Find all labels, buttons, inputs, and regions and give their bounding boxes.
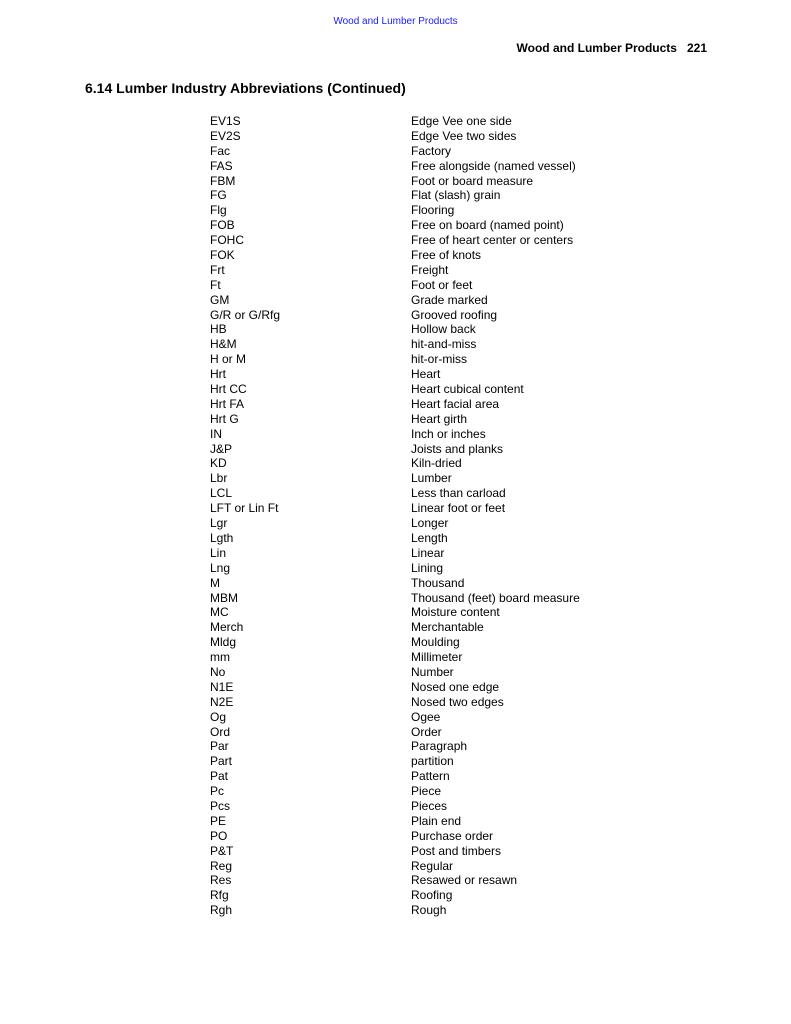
abbreviation-definition: Moisture content bbox=[411, 605, 500, 620]
abbreviation-definition: Rough bbox=[411, 903, 447, 918]
abbreviation-row bbox=[210, 367, 630, 382]
abbreviation-term: Frt bbox=[210, 262, 225, 277]
abbreviation-row bbox=[210, 546, 630, 561]
abbreviation-definition: Lining bbox=[411, 560, 444, 575]
abbreviation-definition: Nosed one edge bbox=[411, 679, 500, 694]
abbreviation-definition: Less than carload bbox=[411, 486, 506, 501]
abbreviation-term: Merch bbox=[210, 620, 244, 635]
abbreviation-table bbox=[210, 114, 630, 918]
abbreviation-definition: Foot or board measure bbox=[411, 173, 534, 188]
abbreviation-row bbox=[210, 501, 630, 516]
abbreviation-row bbox=[210, 873, 630, 888]
abbreviation-term: MBM bbox=[210, 590, 238, 605]
abbreviation-term: No bbox=[210, 664, 226, 679]
abbreviation-term: Res bbox=[210, 873, 232, 888]
abbreviation-term: FG bbox=[210, 188, 227, 203]
abbreviation-row bbox=[210, 278, 630, 293]
abbreviation-term: FOK bbox=[210, 248, 235, 263]
section-title: 6.14 Lumber Industry Abbreviations (Continued) bbox=[85, 80, 406, 96]
abbreviation-definition: Grooved roofing bbox=[411, 307, 498, 322]
abbreviation-term: KD bbox=[210, 456, 227, 471]
abbreviation-definition: Edge Vee one side bbox=[411, 114, 512, 128]
abbreviation-term: Mldg bbox=[210, 635, 237, 650]
abbreviation-term: Reg bbox=[210, 858, 233, 873]
abbreviation-definition: Flooring bbox=[411, 203, 455, 218]
abbreviation-row bbox=[210, 710, 630, 725]
abbreviation-row bbox=[210, 516, 630, 531]
abbreviation-term: Par bbox=[210, 739, 229, 754]
abbreviation-row bbox=[210, 352, 630, 367]
abbreviation-row bbox=[210, 174, 630, 189]
abbreviation-row bbox=[210, 442, 630, 457]
abbreviation-definition: Pieces bbox=[411, 798, 448, 813]
abbreviation-definition: Joists and planks bbox=[411, 441, 504, 456]
abbreviation-definition: Grade marked bbox=[411, 292, 488, 307]
abbreviation-term: HB bbox=[210, 322, 227, 337]
abbreviation-row bbox=[210, 888, 630, 903]
abbreviation-definition: Hollow back bbox=[411, 322, 476, 337]
abbreviation-row bbox=[210, 739, 630, 754]
running-header bbox=[517, 41, 707, 55]
abbreviation-row bbox=[210, 844, 630, 859]
abbreviation-definition: Free alongside (named vessel) bbox=[411, 158, 576, 173]
abbreviation-term: Pcs bbox=[210, 798, 231, 813]
abbreviation-row bbox=[210, 903, 630, 918]
abbreviation-row bbox=[210, 203, 630, 218]
abbreviation-term: Og bbox=[210, 709, 227, 724]
abbreviation-term: Lin bbox=[210, 545, 227, 560]
abbreviation-definition: hit-and-miss bbox=[411, 337, 477, 352]
abbreviation-definition: Pattern bbox=[411, 769, 450, 784]
abbreviation-term: Rgh bbox=[210, 903, 233, 918]
abbreviation-row bbox=[210, 427, 630, 442]
abbreviation-row bbox=[210, 129, 630, 144]
abbreviation-term: J&P bbox=[210, 441, 233, 456]
abbreviation-term: Ord bbox=[210, 724, 231, 739]
abbreviation-row bbox=[210, 486, 630, 501]
abbreviation-definition: Thousand (feet) board measure bbox=[411, 590, 580, 605]
abbreviation-term: PE bbox=[210, 813, 227, 828]
abbreviation-definition: Merchantable bbox=[411, 620, 484, 635]
abbreviation-definition: Lumber bbox=[411, 471, 452, 486]
abbreviation-row bbox=[210, 561, 630, 576]
abbreviation-row bbox=[210, 412, 630, 427]
abbreviation-definition: Length bbox=[411, 530, 448, 545]
abbreviation-term: N2E bbox=[210, 694, 234, 709]
abbreviation-term: Hrt bbox=[210, 367, 226, 382]
abbreviation-term: Part bbox=[210, 754, 233, 769]
abbreviation-term: M bbox=[210, 575, 220, 590]
abbreviation-row bbox=[210, 620, 630, 635]
abbreviation-row bbox=[210, 397, 630, 412]
abbreviation-definition: Resawed or resawn bbox=[411, 873, 518, 888]
abbreviation-term: Lng bbox=[210, 560, 231, 575]
abbreviation-term: FOHC bbox=[210, 233, 244, 248]
abbreviation-definition: Millimeter bbox=[411, 650, 463, 665]
abbreviation-definition: Flat (slash) grain bbox=[411, 188, 501, 203]
abbreviation-term: Pc bbox=[210, 784, 225, 799]
top-link[interactable]: Wood and Lumber Products bbox=[333, 16, 458, 27]
abbreviation-definition: Linear foot or feet bbox=[411, 501, 506, 516]
abbreviation-definition: Paragraph bbox=[411, 739, 468, 754]
abbreviation-definition: Heart cubical content bbox=[411, 382, 524, 397]
abbreviation-row bbox=[210, 799, 630, 814]
abbreviation-row bbox=[210, 159, 630, 174]
abbreviation-definition: Nosed two edges bbox=[411, 694, 504, 709]
abbreviation-row bbox=[210, 144, 630, 159]
abbreviation-term: Hrt FA bbox=[210, 396, 245, 411]
abbreviation-term: Pat bbox=[210, 769, 229, 784]
abbreviation-row bbox=[210, 859, 630, 874]
abbreviation-row bbox=[210, 114, 630, 129]
abbreviation-definition: Longer bbox=[411, 516, 449, 531]
abbreviation-definition: Heart bbox=[411, 367, 441, 382]
abbreviation-definition: Thousand bbox=[411, 575, 465, 590]
abbreviation-definition: Edge Vee two sides bbox=[411, 128, 517, 143]
abbreviation-definition: Free on board (named point) bbox=[411, 218, 564, 233]
abbreviation-term: N1E bbox=[210, 679, 234, 694]
abbreviation-term: Hrt CC bbox=[210, 382, 247, 397]
abbreviation-row bbox=[210, 784, 630, 799]
abbreviation-row bbox=[210, 263, 630, 278]
abbreviation-term: Hrt G bbox=[210, 411, 239, 426]
abbreviation-definition: Plain end bbox=[411, 813, 462, 828]
abbreviation-term: Lgr bbox=[210, 516, 228, 531]
abbreviation-row bbox=[210, 322, 630, 337]
abbreviation-definition: Number bbox=[411, 664, 454, 679]
abbreviation-term: FOB bbox=[210, 218, 235, 233]
abbreviation-row bbox=[210, 725, 630, 740]
abbreviation-row bbox=[210, 248, 630, 263]
abbreviation-term: EV1S bbox=[210, 114, 241, 128]
abbreviation-row bbox=[210, 814, 630, 829]
abbreviation-definition: Heart girth bbox=[411, 411, 468, 426]
page-number: 221 bbox=[686, 41, 707, 55]
abbreviation-term: GM bbox=[210, 292, 230, 307]
abbreviation-row bbox=[210, 591, 630, 606]
abbreviation-definition: Linear bbox=[411, 545, 445, 560]
abbreviation-definition: Moulding bbox=[411, 635, 460, 650]
abbreviation-row bbox=[210, 233, 630, 248]
abbreviation-row bbox=[210, 754, 630, 769]
abbreviation-term: P&T bbox=[210, 843, 234, 858]
abbreviation-term: Lbr bbox=[210, 471, 228, 486]
abbreviation-definition: Factory bbox=[411, 143, 452, 158]
abbreviation-term: Fac bbox=[210, 143, 231, 158]
abbreviation-row bbox=[210, 337, 630, 352]
abbreviation-term: PO bbox=[210, 828, 228, 843]
abbreviation-definition: Purchase order bbox=[411, 828, 494, 843]
abbreviation-definition: partition bbox=[411, 754, 454, 769]
abbreviation-definition: Post and timbers bbox=[411, 843, 502, 858]
abbreviation-definition: Inch or inches bbox=[411, 426, 486, 441]
abbreviation-definition: Heart facial area bbox=[411, 396, 500, 411]
abbreviation-term: H&M bbox=[210, 337, 237, 352]
abbreviation-row bbox=[210, 680, 630, 695]
abbreviation-term: LFT or Lin Ft bbox=[210, 501, 279, 516]
abbreviation-term: G/R or G/Rfg bbox=[210, 307, 281, 322]
abbreviation-term: FBM bbox=[210, 173, 236, 188]
abbreviation-term: Ft bbox=[210, 277, 221, 292]
abbreviation-definition: Roofing bbox=[411, 888, 453, 903]
abbreviation-row bbox=[210, 456, 630, 471]
abbreviation-term: H or M bbox=[210, 352, 246, 367]
abbreviation-row bbox=[210, 635, 630, 650]
abbreviation-definition: Free of knots bbox=[411, 248, 482, 263]
abbreviation-row bbox=[210, 665, 630, 680]
abbreviation-definition: Regular bbox=[411, 858, 454, 873]
abbreviation-row bbox=[210, 218, 630, 233]
abbreviation-row bbox=[210, 531, 630, 546]
abbreviation-definition: hit-or-miss bbox=[411, 352, 467, 367]
abbreviation-row bbox=[210, 650, 630, 665]
abbreviation-term: Flg bbox=[210, 203, 227, 218]
abbreviation-definition: Kiln-dried bbox=[411, 456, 462, 471]
abbreviation-definition: Freight bbox=[411, 262, 449, 277]
abbreviation-term: mm bbox=[210, 650, 230, 665]
abbreviation-row bbox=[210, 293, 630, 308]
abbreviation-row bbox=[210, 695, 630, 710]
abbreviation-term: IN bbox=[210, 426, 222, 441]
abbreviation-term: Lgth bbox=[210, 530, 234, 545]
abbreviation-definition: Piece bbox=[411, 784, 442, 799]
abbreviation-row bbox=[210, 769, 630, 784]
abbreviation-term: Rfg bbox=[210, 888, 229, 903]
abbreviation-row bbox=[210, 382, 630, 397]
abbreviation-term: EV2S bbox=[210, 128, 241, 143]
abbreviation-definition: Ogee bbox=[411, 709, 441, 724]
abbreviation-row bbox=[210, 829, 630, 844]
abbreviation-row bbox=[210, 188, 630, 203]
abbreviation-row bbox=[210, 576, 630, 591]
abbreviation-row bbox=[210, 471, 630, 486]
abbreviation-term: LCL bbox=[210, 486, 233, 501]
abbreviation-definition: Free of heart center or centers bbox=[411, 233, 574, 248]
abbreviation-term: MC bbox=[210, 605, 229, 620]
running-header-title: Wood and Lumber Products bbox=[516, 41, 677, 55]
abbreviation-term: FAS bbox=[210, 158, 233, 173]
abbreviation-definition: Foot or feet bbox=[411, 277, 473, 292]
abbreviation-definition: Order bbox=[411, 724, 442, 739]
abbreviation-row bbox=[210, 308, 630, 323]
abbreviation-row bbox=[210, 605, 630, 620]
